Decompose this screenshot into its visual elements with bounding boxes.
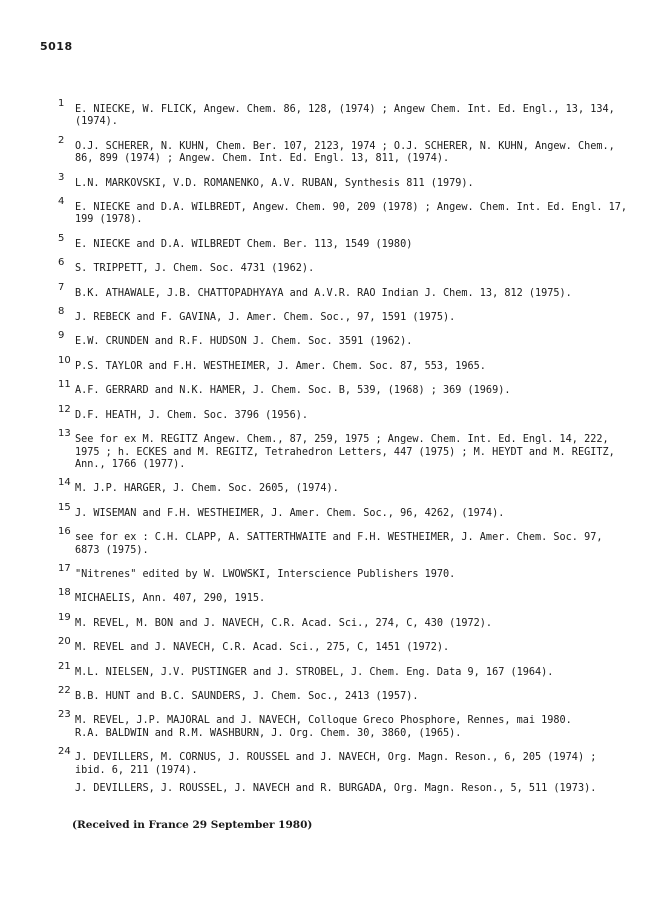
reference-number: 12 (58, 403, 71, 415)
reference-number: 17 (58, 562, 71, 574)
reference-text-line: M. REVEL and J. NAVECH, C.R. Acad. Sci., 275, C, 1451 (1972). (75, 642, 450, 654)
reference-item (58, 428, 648, 471)
reference-item (58, 281, 648, 300)
reference-text-line: see for ex : C.H. CLAPP, A. SATTERTHWAITE and F.H. WESTHEIMER, J. Amer. Chem. Soc. 97, (75, 532, 603, 544)
reference-text-line: P.S. TAYLOR and F.H. WESTHEIMER, J. Amer. Chem. Soc. 87, 553, 1965. (75, 360, 486, 372)
reference-text-line: O.J. SCHERER, N. KUHN, Chem. Ber. 107, 2123, 1974 ; O.J. SCHERER, N. KUHN, Angew. Chem., (75, 140, 615, 152)
reference-text-line: E. NIECKE, W. FLICK, Angew. Chem. 86, 128, (1974) ; Angew Chem. Int. Ed. Engl., 13, 134, (75, 104, 615, 115)
reference-text-line: E.W. CRUNDEN and R.F. HUDSON J. Chem. Soc. 3591 (1962). (75, 336, 413, 348)
reference-text-line: 86, 899 (1974) ; Angew. Chem. Int. Ed. Engl. 13, 811, (1974). (75, 153, 450, 165)
reference-number: 14 (58, 477, 71, 489)
reference-number: 23 (58, 709, 71, 721)
reference-text-line: "Nitrenes" edited by W. LWOWSKI, Interscience Publishers 1970. (75, 568, 456, 580)
reference-text-line: M. REVEL, J.P. MAJORAL and J. NAVECH, Colloque Greco Phosphore, Rennes, mai 1980. (75, 715, 572, 727)
reference-item (58, 257, 648, 275)
reference-number: 10 (58, 354, 71, 366)
reference-text-line: M.L. NIELSEN, J.V. PUSTINGER and J. STROBEL, J. Chem. Eng. Data 9, 167 (1964). (75, 666, 554, 678)
reference-item (58, 232, 648, 251)
reference-text-line: B.B. HUNT and B.C. SAUNDERS, J. Chem. Soc., 2413 (1957). (75, 690, 419, 702)
reference-text-line: MICHAELIS, Ann. 407, 290, 1915. (75, 593, 266, 605)
reference-number: 16 (58, 526, 71, 538)
reference-number: 13 (58, 428, 71, 440)
reference-item (58, 196, 648, 227)
reference-text-line: 199 (1978). (75, 214, 143, 226)
reference-text-line: E. NIECKE and D.A. WILBREDT, Angew. Chem. 90, 209 (1978) ; Angew. Chem. Int. Ed. Engl. 17, (75, 202, 628, 214)
reference-text-line: M. REVEL, M. BON and J. NAVECH, C.R. Acad. Sci., 274, C, 430 (1972). (75, 617, 493, 629)
reference-item (58, 684, 648, 703)
reference-item (58, 660, 648, 679)
reference-text-line: Ann., 1766 (1977). (75, 458, 186, 470)
page-number: 5018 (40, 40, 73, 53)
reference-text-line: J. DEVILLERS, J. ROUSSEL, J. NAVECH and R. BURGADA, Org. Magn. Reson., 5, 511 (1973). (75, 783, 597, 794)
reference-item (58, 587, 648, 605)
reference-number: 2 (58, 134, 65, 146)
reference-text-line: L.N. MARKOVSKI, V.D. ROMANENKO, A.V. RUBAN, Synthesis 811 (1979). (75, 177, 474, 189)
reference-item (58, 783, 648, 795)
reference-item (58, 562, 648, 581)
reference-item (58, 501, 648, 520)
reference-item (58, 171, 648, 190)
reference-number: 24 (58, 746, 71, 758)
reference-item (58, 526, 648, 557)
reference-number: 15 (58, 501, 71, 513)
reference-item (58, 636, 648, 654)
reference-number: 7 (58, 281, 65, 293)
reference-text-line: 6873 (1975). (75, 544, 149, 556)
reference-text-line: A.F. GERRARD and N.K. HAMER, J. Chem. Soc. B, 539, (1968) ; 369 (1969). (75, 385, 511, 397)
reference-text-line: See for ex M. REGITZ Angew. Chem., 87, 259, 1975 ; Angew. Chem. Int. Ed. Engl. 14, 222, (75, 434, 609, 446)
reference-text-line: J. DEVILLERS, M. CORNUS, J. ROUSSEL and J. NAVECH, Org. Magn. Reson., 6, 205 (1974) ; (75, 752, 597, 764)
reference-text-line: D.F. HEATH, J. Chem. Soc. 3796 (1956). (75, 409, 309, 421)
reference-number: 5 (58, 232, 65, 244)
reference-number: 19 (58, 611, 71, 623)
reference-number: 20 (58, 636, 71, 648)
reference-item (58, 330, 648, 348)
reference-item (58, 306, 648, 324)
reference-text-line: R.A. BALDWIN and R.M. WASHBURN, J. Org. Chem. 30, 3860, (1965). (75, 727, 462, 739)
reference-number: 8 (58, 306, 65, 318)
reference-number: 1 (58, 98, 65, 109)
reference-item (58, 134, 648, 166)
reference-text-line: ibid. 6, 211 (1974). (75, 764, 198, 776)
reference-list (58, 98, 648, 807)
reference-text-line: S. TRIPPETT, J. Chem. Soc. 4731 (1962). (75, 263, 315, 275)
reference-item (58, 379, 648, 397)
received-note: (Received in France 29 September 1980) (72, 819, 313, 831)
reference-item (58, 354, 648, 373)
reference-number: 18 (58, 587, 71, 599)
reference-item (58, 403, 648, 422)
reference-number: 22 (58, 684, 71, 696)
reference-number: 9 (58, 330, 65, 342)
reference-text-line: 1975 ; h. ECKES and M. REGITZ, Tetrahedron Letters, 447 (1975) ; M. HEYDT and M. REGITZ, (75, 446, 615, 458)
reference-text-line: E. NIECKE and D.A. WILBREDT Chem. Ber. 113, 1549 (1980) (75, 238, 413, 250)
reference-number: 21 (58, 660, 71, 672)
reference-number: 3 (58, 171, 65, 183)
reference-number: 6 (58, 257, 65, 269)
reference-text-line: J. WISEMAN and F.H. WESTHEIMER, J. Amer. Chem. Soc., 96, 4262, (1974). (75, 507, 505, 519)
reference-number: 11 (58, 379, 71, 391)
reference-text-line: M. J.P. HARGER, J. Chem. Soc. 2605, (1974). (75, 483, 339, 495)
reference-text-line: (1974). (75, 116, 118, 128)
reference-text-line: B.K. ATHAWALE, J.B. CHATTOPADHYAYA and A.V.R. RAO Indian J. Chem. 13, 812 (1975). (75, 287, 572, 299)
reference-item (58, 98, 648, 129)
reference-item (58, 746, 648, 777)
reference-item (58, 477, 648, 495)
reference-item (58, 611, 648, 630)
reference-text-line: J. REBECK and F. GAVINA, J. Amer. Chem. Soc., 97, 1591 (1975). (75, 312, 456, 324)
reference-number: 4 (58, 196, 65, 208)
reference-item (58, 709, 648, 740)
